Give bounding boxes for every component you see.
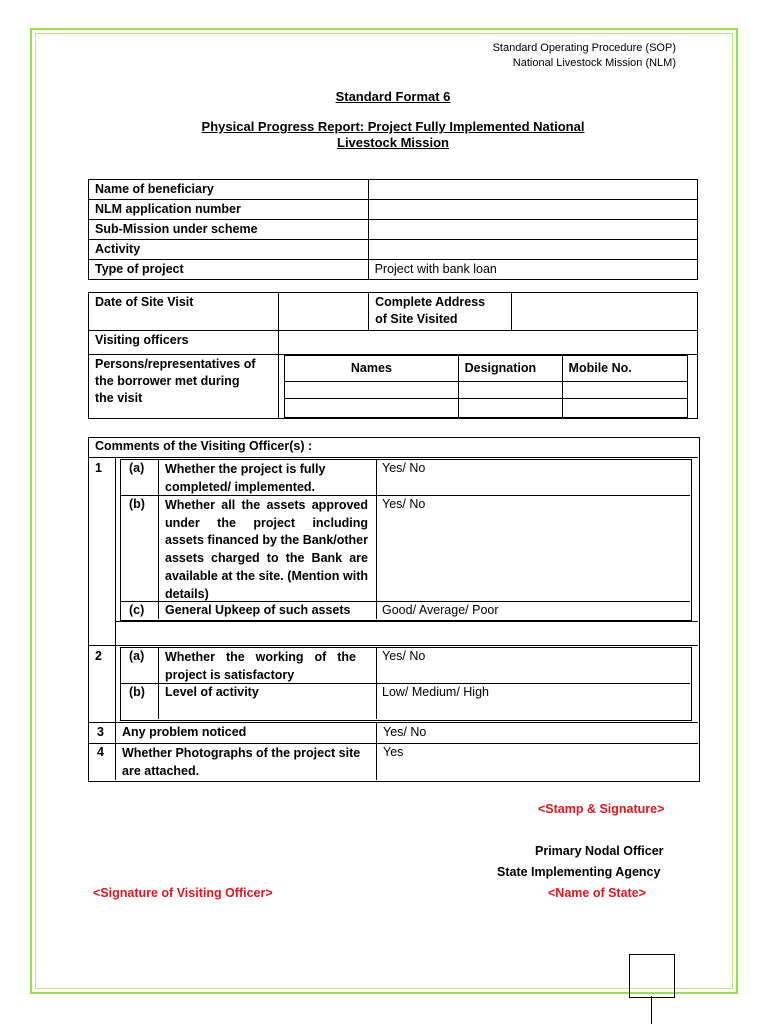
table-row: [285, 382, 688, 399]
item1c-answer[interactable]: Good/ Average/ Poor: [382, 603, 499, 617]
item2b-question: Level of activity: [165, 685, 259, 699]
address-label-line-1: Complete Address: [375, 295, 486, 309]
address-label: [369, 293, 512, 331]
report-title-line-2: Livestock Mission: [337, 135, 449, 150]
format-title: Standard Format 6: [335, 89, 451, 104]
info-value[interactable]: Project with bank loan: [368, 260, 697, 280]
item4-number: 4: [97, 745, 104, 759]
signature-of-visiting-officer: <Signature of Visiting Officer>: [93, 886, 273, 900]
divider: [376, 459, 377, 619]
comments-heading: Comments of the Visiting Officer(s) :: [95, 439, 313, 453]
item3-question: Any problem noticed: [122, 725, 247, 739]
item1b-question: Whether all the assets approved under the project including assets financed by the Bank/other assets charged to the Bank are available at the site. (Mention with details): [165, 498, 368, 601]
table-row: [89, 180, 698, 200]
date-of-visit-value[interactable]: [279, 293, 369, 331]
address-label-line-2: of Site Visited: [375, 312, 458, 326]
designation-cell[interactable]: [458, 382, 562, 399]
persons-label-line-3: the visit: [95, 391, 143, 405]
mobile-cell[interactable]: [562, 399, 688, 418]
visit-table: [88, 292, 698, 419]
state-implementing-agency: State Implementing Agency: [497, 865, 661, 879]
item2a-answer[interactable]: Yes/ No: [382, 649, 426, 663]
primary-nodal-officer: Primary Nodal Officer: [535, 844, 664, 858]
visiting-officers-label: Visiting officers: [89, 331, 279, 355]
table-row: [89, 260, 698, 280]
divider: [115, 621, 698, 622]
item2a-key: (a): [129, 649, 145, 663]
stamp-signature: <Stamp & Signature>: [538, 802, 665, 816]
table-row: [285, 399, 688, 418]
item1c-key: (c): [129, 603, 145, 617]
item1b-answer[interactable]: Yes/ No: [382, 497, 426, 511]
divider: [88, 645, 698, 646]
persons-grid: [284, 355, 688, 418]
item2a-question: Whether the working of the project is satisfactory: [165, 650, 356, 682]
col-designation: Designation: [458, 356, 562, 382]
item2-number: 2: [95, 649, 102, 663]
name-of-state: <Name of State>: [548, 886, 646, 900]
header-line-1: Standard Operating Procedure (SOP): [492, 42, 676, 54]
info-label: Name of beneficiary: [89, 180, 369, 200]
page-number-line: [651, 996, 652, 1024]
item2b-key: (b): [129, 685, 145, 699]
visiting-officers-value[interactable]: [279, 331, 698, 355]
item4-answer[interactable]: Yes: [383, 745, 404, 759]
item2b-answer[interactable]: Low/ Medium/ High: [382, 685, 489, 699]
info-value[interactable]: [368, 220, 697, 240]
info-value[interactable]: [368, 180, 697, 200]
page-number-box: [629, 954, 675, 998]
divider: [88, 722, 698, 723]
persons-grid-cell: [279, 355, 698, 419]
name-cell[interactable]: [285, 399, 458, 418]
item1b-key: (b): [129, 497, 145, 511]
date-of-visit-label: Date of Site Visit: [89, 293, 279, 331]
item1-number: 1: [95, 461, 102, 475]
item1c-question: General Upkeep of such assets: [165, 603, 351, 617]
divider: [115, 457, 116, 780]
persons-label-line-1: Persons/representatives of: [95, 357, 256, 371]
info-label: Type of project: [89, 260, 369, 280]
info-table: [88, 179, 698, 280]
item3-answer[interactable]: Yes/ No: [383, 725, 427, 739]
item1a-key: (a): [129, 461, 145, 475]
divider: [158, 459, 159, 619]
table-row: [89, 200, 698, 220]
item1a-question: Whether the project is fully completed/ implemented.: [165, 462, 326, 494]
col-names: Names: [285, 356, 458, 382]
info-value[interactable]: [368, 240, 697, 260]
table-row: [89, 240, 698, 260]
divider: [88, 457, 698, 458]
mobile-cell[interactable]: [562, 382, 688, 399]
info-label: NLM application number: [89, 200, 369, 220]
table-row: [89, 220, 698, 240]
address-value[interactable]: [512, 293, 698, 331]
info-label: Sub-Mission under scheme: [89, 220, 369, 240]
header-line-2: National Livestock Mission (NLM): [512, 57, 676, 69]
designation-cell[interactable]: [458, 399, 562, 418]
info-label: Activity: [89, 240, 369, 260]
divider: [88, 743, 698, 744]
item4-question: Whether Photographs of the project site are attached.: [122, 746, 361, 778]
item3-number: 3: [97, 725, 104, 739]
info-value[interactable]: [368, 200, 697, 220]
divider: [376, 722, 377, 780]
item1a-answer[interactable]: Yes/ No: [382, 461, 426, 475]
report-title-line-1: Physical Progress Report: Project Fully Implemented National: [201, 119, 585, 134]
name-cell[interactable]: [285, 382, 458, 399]
persons-label-line-2: the borrower met during: [95, 374, 240, 388]
col-mobile: Mobile No.: [562, 356, 688, 382]
persons-label: [89, 355, 279, 419]
